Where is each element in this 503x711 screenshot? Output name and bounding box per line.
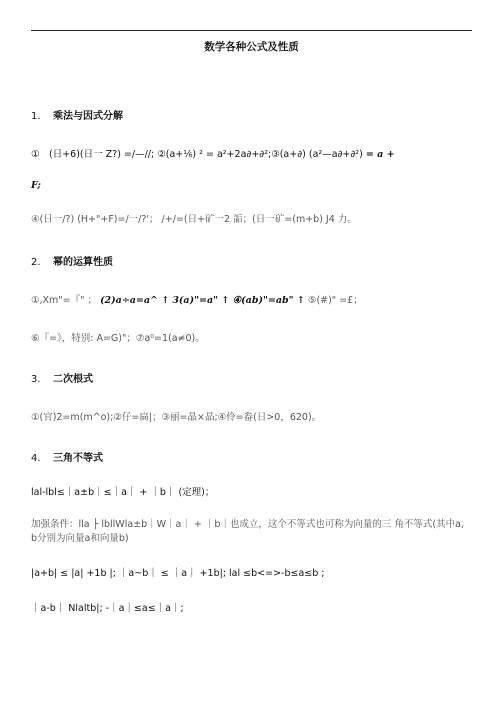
formula-line [31, 149, 476, 161]
formula-text: ①,Xm"=『" ； [31, 295, 98, 306]
section-title: 二次根式 [53, 374, 93, 385]
section-number: 3. [31, 374, 41, 385]
section-heading-1 [31, 111, 476, 123]
formula-line: ⑥『=》，特别: A=G)"；⑦a⁰=1(a≠0)。 [31, 333, 205, 344]
formula-line: |a+b| ≤ |a| +1b |; ｜a~b｜ ≤ ｜a｜ +1b|; lal ≤b<=>-b≤a≤b ; [31, 568, 325, 579]
formula-line: lal-lbl≤｜a±b｜≤｜a｜ + ｜b｜ (定理)； [31, 487, 215, 498]
formula-text-bold: = a + [365, 149, 395, 160]
section-title: 乘法与因式分解 [53, 111, 123, 122]
section-heading-2 [31, 257, 476, 269]
header-rule [31, 30, 472, 31]
section-heading-4 [31, 453, 476, 465]
section-number: 1. [31, 111, 41, 122]
formula-line: ｜a-b｜ Nlaltb|; -｜a｜≤a≤｜a｜; [31, 603, 184, 614]
formula-line: F; [31, 180, 41, 191]
formula-text: ① (日+6)(日一 Z?) =/—//; ②(a+⅙) ² = a²+2a∂+∂²;③(a+∂) (a²—a∂+∂²) [31, 149, 363, 160]
section-heading-3 [31, 374, 476, 386]
formula-line: ①(官)2=m(m^o);②仔=扁|；③丽=晶×晶;④伶=畚(日>0，620)。 [31, 412, 322, 423]
formula-line: ④(日一/?) (H+"+F)=/一/?'； /+/=(日+矿一2 詬；(日一矿=(m+b) J4 力。 [31, 214, 357, 225]
section-title: 三角不等式 [53, 453, 103, 464]
paragraph: 加强条件：lla ├ lbllWla±b｜W｜a｜ + ｜b｜也成立，这个不等式也可称为向量的三 角不等式(其中a, b分别为向量a和向量b) [31, 519, 464, 544]
formula-text-bold: 3(a)"=a" ↑ ④(ab)"=ab" ↑ [172, 295, 305, 306]
formula-text: ⑤(#)" =£； [307, 295, 363, 306]
section-number: 2. [31, 257, 41, 268]
section-number: 4. [31, 453, 41, 464]
formula-line [31, 295, 476, 307]
page-title: 数学各种公式及性质 [204, 41, 299, 53]
formula-text-bold: (2)a÷a=a^ ↑ [100, 295, 170, 306]
section-title: 幂的运算性质 [53, 257, 113, 268]
